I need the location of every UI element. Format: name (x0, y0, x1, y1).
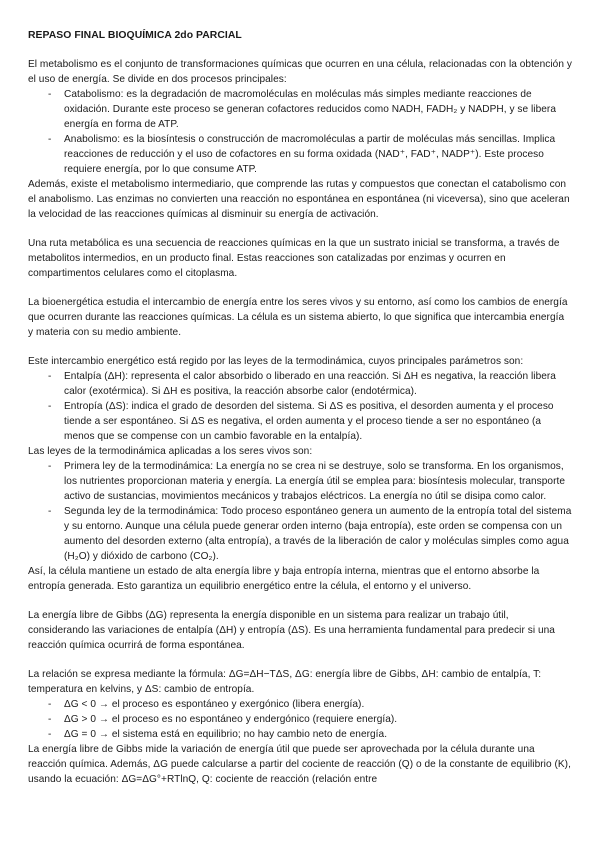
list-item-dg-zero (28, 727, 572, 742)
list-item-anabolismo (28, 132, 572, 177)
list-item-entalpia (28, 369, 572, 399)
list-item-text: ΔG < 0 → el proceso es espontáneo y exergónico (libera energía). (64, 699, 365, 710)
list-item-catabolismo (28, 87, 572, 132)
list-item-text: ΔG = 0 → el sistema está en equilibrio; no hay cambio neto de energía. (64, 729, 388, 740)
list-item-text: Anabolismo: es la biosíntesis o construcción de macromoléculas a partir de moléculas más sencillas. Implica reacciones de reducción y el uso de cofactores en su forma oxidada (NAD⁺, FAD⁺, NADP⁺). Este proceso requiere energía, por lo que consume ATP. (64, 134, 556, 175)
paragraph-metabolismo: El metabolismo es el conjunto de transformaciones químicas que ocurren en una célula, relacionadas con la obtención y el uso de energía. Se divide en dos procesos principales: (28, 59, 572, 85)
list-item-segunda-ley (28, 504, 572, 564)
paragraph-estado-celula: Así, la célula mantiene un estado de alta energía libre y baja entropía interna, mientras que el entorno absorbe la entropía generada. Esto garantiza un equilibrio energético entre la célula, el entorno y el universo. (28, 566, 540, 592)
delta-g-list (28, 697, 572, 742)
list-dash: - (48, 729, 52, 740)
list-item-entropia (28, 399, 572, 444)
paragraph-gibbs: La energía libre de Gibbs (ΔG) representa la energía disponible en un sistema para realizar un trabajo útil, considerando las variaciones de entalpía (ΔH) y entropía (ΔS). Es una herramienta fundamental para predecir si una reacción química ocurrirá de forma espontánea. (28, 610, 555, 651)
list-dash: - (48, 699, 52, 710)
paragraph-ruta-metabolica: Una ruta metabólica es una secuencia de reacciones químicas en la que un sustrato inicial se transforma, a través de metabolitos intermedios, en un producto final. Estas reacciones son catalizadas por enzimas y ocurren en compartimentos celulares como el citoplasma. (28, 238, 560, 279)
list-item-text: Entropía (ΔS): indica el grado de desorden del sistema. Si ΔS es positiva, el desorden aumenta y el proceso tiende a ser espontáneo. Si ΔS es negativa, el orden aumenta y el proceso tiende a ser no espontáneo (a menos que se compense con un cambio favorable en la entalpía). (64, 401, 554, 442)
list-item-text: ΔG > 0 → el proceso es no espontáneo y endergónico (requiere energía). (64, 714, 398, 725)
list-dash: - (48, 89, 52, 100)
thermo-parameters-list (28, 369, 572, 444)
paragraph-bioenergetica: La bioenergética estudia el intercambio de energía entre los seres vivos y su entorno, así como los cambios de energía que ocurren durante las reacciones químicas. La célula es un sistema abierto, lo que significa que intercambia energía y materia con su medio ambiente. (28, 297, 568, 338)
list-item-dg-negative (28, 697, 572, 712)
paragraph-leyes-termodinamica: Las leyes de la termodinámica aplicadas a los seres vivos son: (28, 446, 313, 457)
document-title: REPASO FINAL BIOQUÍMICA 2do PARCIAL (28, 30, 242, 41)
paragraph-energia-libre-util: La energía libre de Gibbs mide la variación de energía útil que puede ser aprovechada por la célula durante una reacción química. Además, ΔG puede calcularse a partir del cociente de reacción (Q) o de la constante de equilibrio (K), usando la ecuación: ΔG=ΔG°+RTlnQ, Q: cociente de reacción (relación entre (28, 744, 571, 785)
list-dash: - (48, 134, 52, 145)
list-dash: - (48, 401, 52, 412)
metabolism-list (28, 87, 572, 177)
list-item-text: Catabolismo: es la degradación de macromoléculas en moléculas más simples mediante reacciones de oxidación. Durante este proceso se generan cofactores reducidos como NADH, FADH₂ y NADPH, y se libera energía en forma de ATP. (64, 89, 557, 130)
list-item-text: Segunda ley de la termodinámica: Todo proceso espontáneo genera un aumento de la entropía total del sistema y su entorno. Aunque una célula puede generar orden interno (baja entropía), este orden se compensa con un aumento del desorden externo (alta entropía), a través de la liberación de calor y moléculas simples como agua (H₂O) y dióxido de carbono (CO₂). (64, 506, 572, 562)
paragraph-metabolismo-intermediario: Además, existe el metabolismo intermediario, que comprende las rutas y compuestos que conectan el catabolismo con el anabolismo. Las enzimas no convierten una reacción no espontánea en espontánea (ni viceversa), sino que aceleran la velocidad de las reacciones químicas al disminuir su energía de activación. (28, 179, 570, 220)
list-dash: - (48, 461, 52, 472)
list-dash: - (48, 506, 52, 517)
thermo-laws-list (28, 459, 572, 564)
list-item-dg-positive (28, 712, 572, 727)
list-item-primera-ley (28, 459, 572, 504)
list-dash: - (48, 371, 52, 382)
list-item-text: Primera ley de la termodinámica: La energía no se crea ni se destruye, solo se transforma. En los organismos, los nutrientes proporcionan materia y energía. La energía útil se emplea para: biosíntesis molecular, transporte activo de sustancias, movimientos mecánicos y trabajos eléctricos. La energía no útil se disipa como calor. (64, 461, 566, 502)
list-dash: - (48, 714, 52, 725)
list-item-text: Entalpía (ΔH): representa el calor absorbido o liberado en una reacción. Si ΔH es negativa, la reacción libera calor (exotérmica). Si ΔH es positiva, la reacción absorbe calor (endotérmica). (64, 371, 556, 397)
paragraph-formula-gibbs: La relación se expresa mediante la fórmula: ΔG=ΔH−TΔS, ΔG: energía libre de Gibbs, ΔH: cambio de entalpía, T: temperatura en kelvins, y ΔS: cambio de entropía. (28, 669, 542, 695)
paragraph-termodinamica-parametros: Este intercambio energético está regido por las leyes de la termodinámica, cuyos principales parámetros son: (28, 356, 524, 367)
